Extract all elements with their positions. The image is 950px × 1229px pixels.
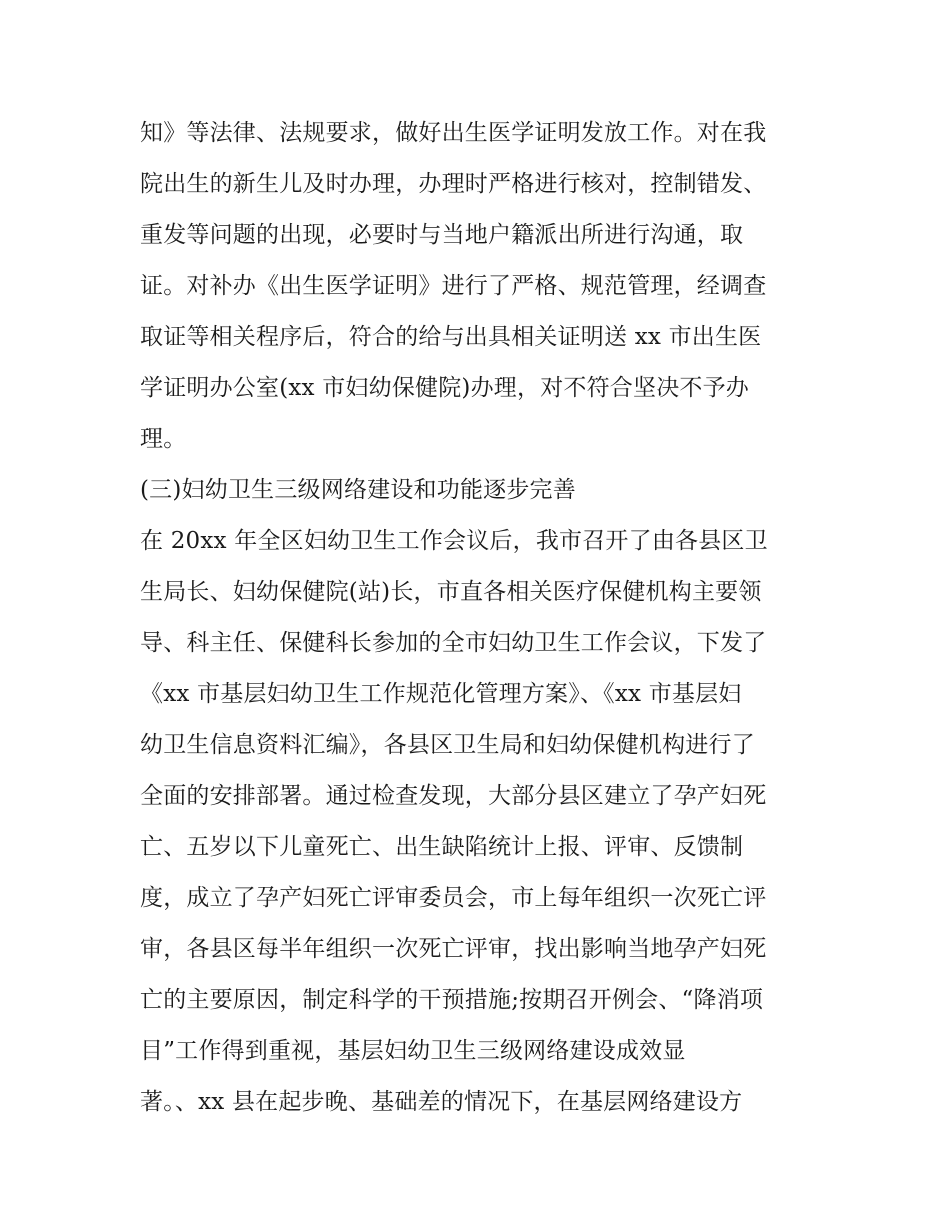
text-line: 学证明办公室(xx 市妇幼保健院)办理，对不符合坚决不予办: [140, 375, 749, 401]
text-line: 目”工作得到重视，基层妇幼卫生三级网络建设成效显: [140, 1038, 686, 1064]
text-line: 幼卫生信息资料汇编》，各县区卫生局和妇幼保健机构进行了: [140, 732, 755, 758]
text-line: 亡、五岁以下儿童死亡、出生缺陷统计上报、评审、反馈制: [140, 834, 744, 860]
body-text: [140, 108, 820, 1128]
text-line: 重发等问题的出现，必要时与当地户籍派出所进行沟通，取: [140, 222, 744, 248]
section-heading: (三)妇幼卫生三级网络建设和功能逐步完善: [140, 477, 576, 503]
text-line: 度，成立了孕产妇死亡评审委员会，市上每年组织一次死亡评: [140, 885, 767, 911]
text-line: 亡的主要原因，制定科学的干预措施;按期召开例会、“降消项: [140, 987, 764, 1013]
text-line: 取证等相关程序后，符合的给与出具相关证明送 xx 市出生医: [140, 324, 762, 350]
text-line: 全面的安排部署。通过检查发现，大部分县区建立了孕产妇死: [140, 783, 767, 809]
text-line: 证。对补办《出生医学证明》进行了严格、规范管理，经调查: [140, 273, 767, 299]
text-line: 理。: [140, 426, 187, 452]
text-line: 生局长、妇幼保健院(站)长，市直各相关医疗保健机构主要领: [140, 579, 762, 605]
text-line: 《xx 市基层妇幼卫生工作规范化管理方案》、《xx 市基层妇: [140, 681, 742, 707]
text-line: 著。、xx 县在起步晚、基础差的情况下，在基层网络建设方: [140, 1089, 743, 1115]
text-line: 院出生的新生儿及时办理，办理时严格进行核对，控制错发、: [140, 171, 767, 197]
text-line: 在 20xx 年全区妇幼卫生工作会议后，我市召开了由各县区卫: [140, 528, 768, 554]
text-line: 知》等法律、法规要求，做好出生医学证明发放工作。对在我: [140, 120, 767, 146]
text-line: 导、科主任、保健科长参加的全市妇幼卫生工作会议，下发了: [140, 630, 767, 656]
text-line: 审，各县区每半年组织一次死亡评审，找出影响当地孕产妇死: [140, 936, 767, 962]
